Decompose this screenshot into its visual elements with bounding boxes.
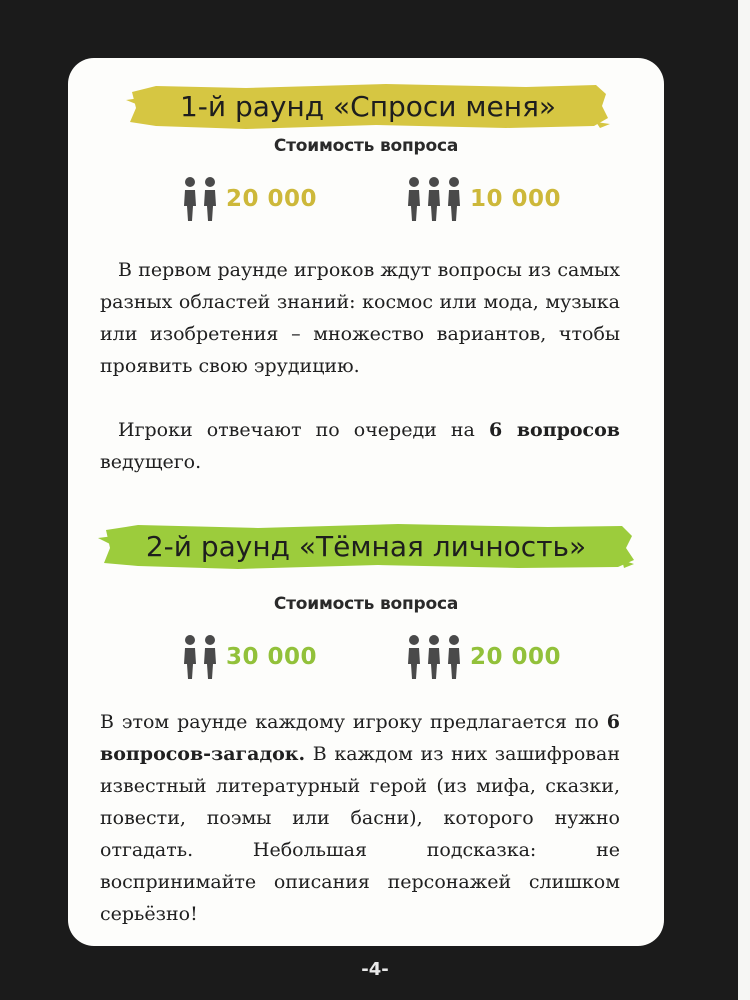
round1-paragraph-1 <box>100 254 620 382</box>
two-players-icons <box>182 634 218 680</box>
round2-price-three-players <box>406 634 561 680</box>
player-figure-icon <box>202 634 218 680</box>
player-figure-icon <box>182 634 198 680</box>
round2-price-2: 30 000 <box>226 644 318 670</box>
round2-text-b: 6 вопросов-загадок. <box>100 711 620 765</box>
round1-banner <box>126 78 610 134</box>
round2-cost-heading: Стоимость вопроса <box>273 594 459 614</box>
player-figure-icon <box>406 176 422 222</box>
round2-text-c: В каждом из них зашифрован известный литературный герой (из мифа, сказки, повести, поэмы или басни), которого нужно отгадать. Небольшая подсказка: не воспринимайте описания персонажей слишком серьёзно! <box>100 743 620 925</box>
rules-card <box>68 58 664 946</box>
round1-text-1: В первом раунде игроков ждут вопросы из самых разных областей знаний: космос или мода, музыка или изобретения – множество вариантов, чтобы проявить свою эрудицию. <box>100 259 620 377</box>
three-players-icons <box>406 176 462 222</box>
page-number: -4- <box>361 959 389 980</box>
round2-paragraph <box>100 706 620 930</box>
round2-title: 2-й раунд «Тёмная личность» <box>145 529 587 563</box>
round1-text-2c: ведущего. <box>100 451 202 473</box>
player-figure-icon <box>426 634 442 680</box>
round2-banner <box>98 518 634 574</box>
player-figure-icon <box>426 176 442 222</box>
player-figure-icon <box>182 176 198 222</box>
three-players-icons <box>406 634 462 680</box>
round1-cost-heading: Стоимость вопроса <box>273 136 459 156</box>
round1-price-3: 10 000 <box>470 186 562 212</box>
round1-text-2a: Игроки отвечают по очереди на <box>118 419 475 441</box>
two-players-icons <box>182 176 218 222</box>
round1-price-2: 20 000 <box>226 186 318 212</box>
round2-price-two-players <box>182 634 317 680</box>
round1-title: 1-й раунд «Спроси меня» <box>179 89 557 123</box>
player-figure-icon <box>406 634 422 680</box>
player-figure-icon <box>446 634 462 680</box>
player-figure-icon <box>446 176 462 222</box>
page-margin <box>738 0 750 1000</box>
round1-price-three-players <box>406 176 561 222</box>
round1-price-two-players <box>182 176 317 222</box>
round2-text-a: В этом раунде каждому игроку предлагается по <box>100 711 599 733</box>
round1-text-2b: 6 вопросов <box>488 419 620 441</box>
player-figure-icon <box>202 176 218 222</box>
round2-price-3: 20 000 <box>470 644 562 670</box>
round1-paragraph-2 <box>100 414 620 478</box>
